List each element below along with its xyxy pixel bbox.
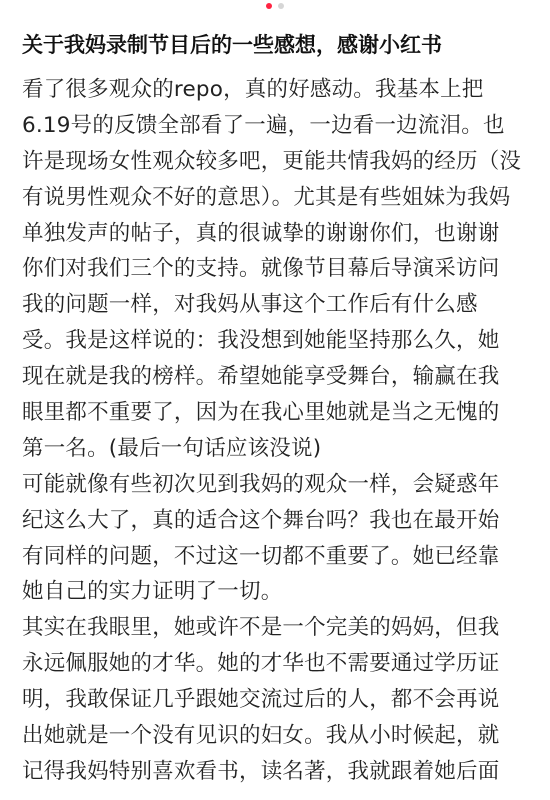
body-text-line: 许是现场女性观众较多吧，更能共情我妈的经历（没: [22, 148, 522, 174]
body-text-line: 受。我是这样说的：我没想到她能坚持那么久，她: [22, 328, 500, 354]
body-text-line: 有同样的问题，不过这一切都不重要了。她已经靠: [22, 543, 500, 569]
body-text-line: 其实在我眼里，她或许不是一个完美的妈妈，但我: [22, 615, 500, 641]
body-text-line: 明，我敢保证几乎跟她交流过后的人，都不会再说: [22, 687, 500, 713]
body-text-line: 记得我妈特别喜欢看书，读名著，我就跟着她后面: [22, 758, 500, 784]
pager-dot[interactable]: [278, 3, 284, 9]
body-text-line: 现在就是我的榜样。希望她能享受舞台，输赢在我: [22, 364, 500, 390]
body-text-line: 看了很多观众的repo，真的好感动。我基本上把: [22, 77, 484, 102]
post-body: [22, 72, 532, 790]
image-pager-indicator: [0, 0, 550, 12]
body-text-line: 可能就像有些初次见到我妈的观众一样，会疑惑年: [22, 471, 500, 497]
post-title: 关于我妈录制节目后的一些感想，感谢小红书: [22, 33, 442, 57]
body-text-line: 眼里都不重要了，因为在我心里她就是当之无愧的: [22, 400, 500, 426]
body-text-line: 出她就是一个没有见识的妇女。我从小时候起，就: [22, 723, 500, 749]
body-text-line: 有说男性观众不好的意思）。尤其是有些姐妹为我妈: [22, 184, 511, 210]
body-text-line: 我的问题一样，对我妈从事这个工作后有什么感: [22, 292, 478, 318]
body-text-line: 永远佩服她的才华。她的才华也不需要通过学历证: [22, 651, 500, 677]
body-text-line: 纪这么大了，真的适合这个舞台吗？我也在最开始: [22, 507, 500, 533]
body-text-line: 她自己的实力证明了一切。: [22, 579, 283, 605]
body-text-line: 单独发声的帖子，真的很诚挚的谢谢你们，也谢谢: [22, 220, 500, 246]
body-text-line: 你们对我们三个的支持。就像节目幕后导演采访问: [22, 256, 500, 282]
pager-dot-active[interactable]: [266, 3, 272, 9]
body-text-line: 第一名。(最后一句话应该没说): [22, 435, 322, 461]
body-text-line: 6.19号的反馈全部看了一遍，一边看一边流泪。也: [22, 112, 505, 138]
